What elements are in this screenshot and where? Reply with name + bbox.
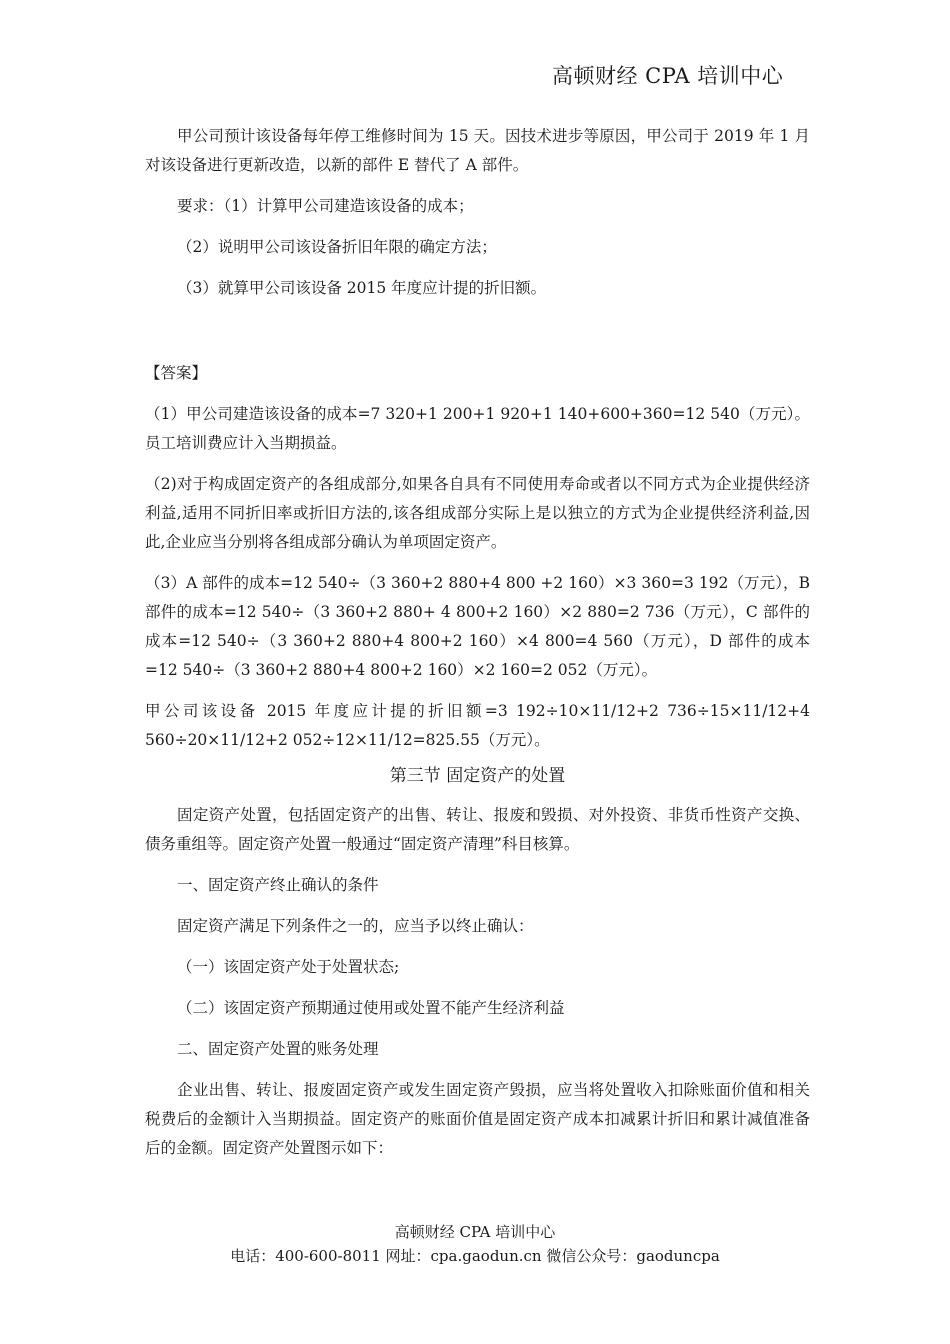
- answer-4: 甲公司该设备 2015 年度应计提的折旧额=3 192÷10×11/12+2 736÷15×11/12+4 560÷20×11/12+2 052÷12×11/12=825.55（万元）。: [145, 702, 810, 749]
- section-title: 第三节 固定资产的处置: [389, 766, 566, 786]
- condition-1: （一）该固定资产处于处置状态;: [177, 958, 400, 976]
- footer-contact: 电话：400-600-8011 网址：cpa.gaodun.cn 微信公众号：gaoduncpa: [230, 1247, 720, 1265]
- conditions-intro: 固定资产满足下列条件之一的，应当予以终止确认：: [177, 917, 534, 935]
- answer-label: 【答案】: [145, 364, 208, 382]
- heading-accounting-treatment: 二、固定资产处置的账务处理: [177, 1040, 379, 1058]
- requirement-2: （2）说明甲公司该设备折旧年限的确定方法；: [177, 238, 497, 256]
- answer-2: （2)对于构成固定资产的各组成部分,如果各自具有不同使用寿命或者以不同方式为企业提供经济利益,适用不同折旧率或折旧方法的,该各组成部分实际上是以独立的方式为企业提供经济利益,因此,企业应当分别将各组成部分确认为单项固定资产。: [145, 475, 810, 551]
- accounting-paragraph: 企业出售、转让、报废固定资产或发生固定资产毁损，应当将处置收入扣除账面价值和相关税费后的金额计入当期损益。固定资产的账面价值是固定资产成本扣减累计折旧和累计减值准备后的金额。固定资产处置图示如下：: [145, 1081, 810, 1157]
- document-body: [145, 122, 810, 1163]
- answer-1: （1）甲公司建造该设备的成本=7 320+1 200+1 920+1 140+600+360=12 540（万元）。员工培训费应计入当期损益。: [145, 405, 810, 452]
- answer-3: （3）A 部件的成本=12 540÷（3 360+2 880+4 800 +2 160）×3 360=3 192（万元），B 部件的成本=12 540÷（3 360+2 880+ 4 800+2 160）×2 880=2 736（万元），C 部件的成本=12 540÷（3 360+2 880+4 800+2 160）×4 800=4 560（万元），D 部件的成本=12 540÷（3 360+2 880+4 800+2 160）×2 160=2 052（万元）。: [145, 574, 810, 679]
- requirement-3: （3）就算甲公司该设备 2015 年度应计提的折旧额。: [177, 279, 547, 297]
- footer-title: 高顿财经 CPA 培训中心: [394, 1223, 556, 1241]
- heading-termination-conditions: 一、固定资产终止确认的条件: [177, 876, 379, 894]
- requirement-1: 要求：（1）计算甲公司建造该设备的成本；: [177, 197, 474, 215]
- disposal-paragraph: 固定资产处置，包括固定资产的出售、转让、报废和毁损、对外投资、非货币性资产交换、债务重组等。固定资产处置一般通过“固定资产清理”科目核算。: [145, 806, 810, 853]
- header-title: 高顿财经 CPA 培训中心: [552, 64, 784, 88]
- intro-paragraph: 甲公司预计该设备每年停工维修时间为 15 天。因技术进步等原因，甲公司于 2019 年 1 月对该设备进行更新改造，以新的部件 E 替代了 A 部件。: [145, 127, 810, 174]
- condition-2: （二）该固定资产预期通过使用或处置不能产生经济利益: [177, 999, 565, 1017]
- page-footer: [0, 1220, 950, 1268]
